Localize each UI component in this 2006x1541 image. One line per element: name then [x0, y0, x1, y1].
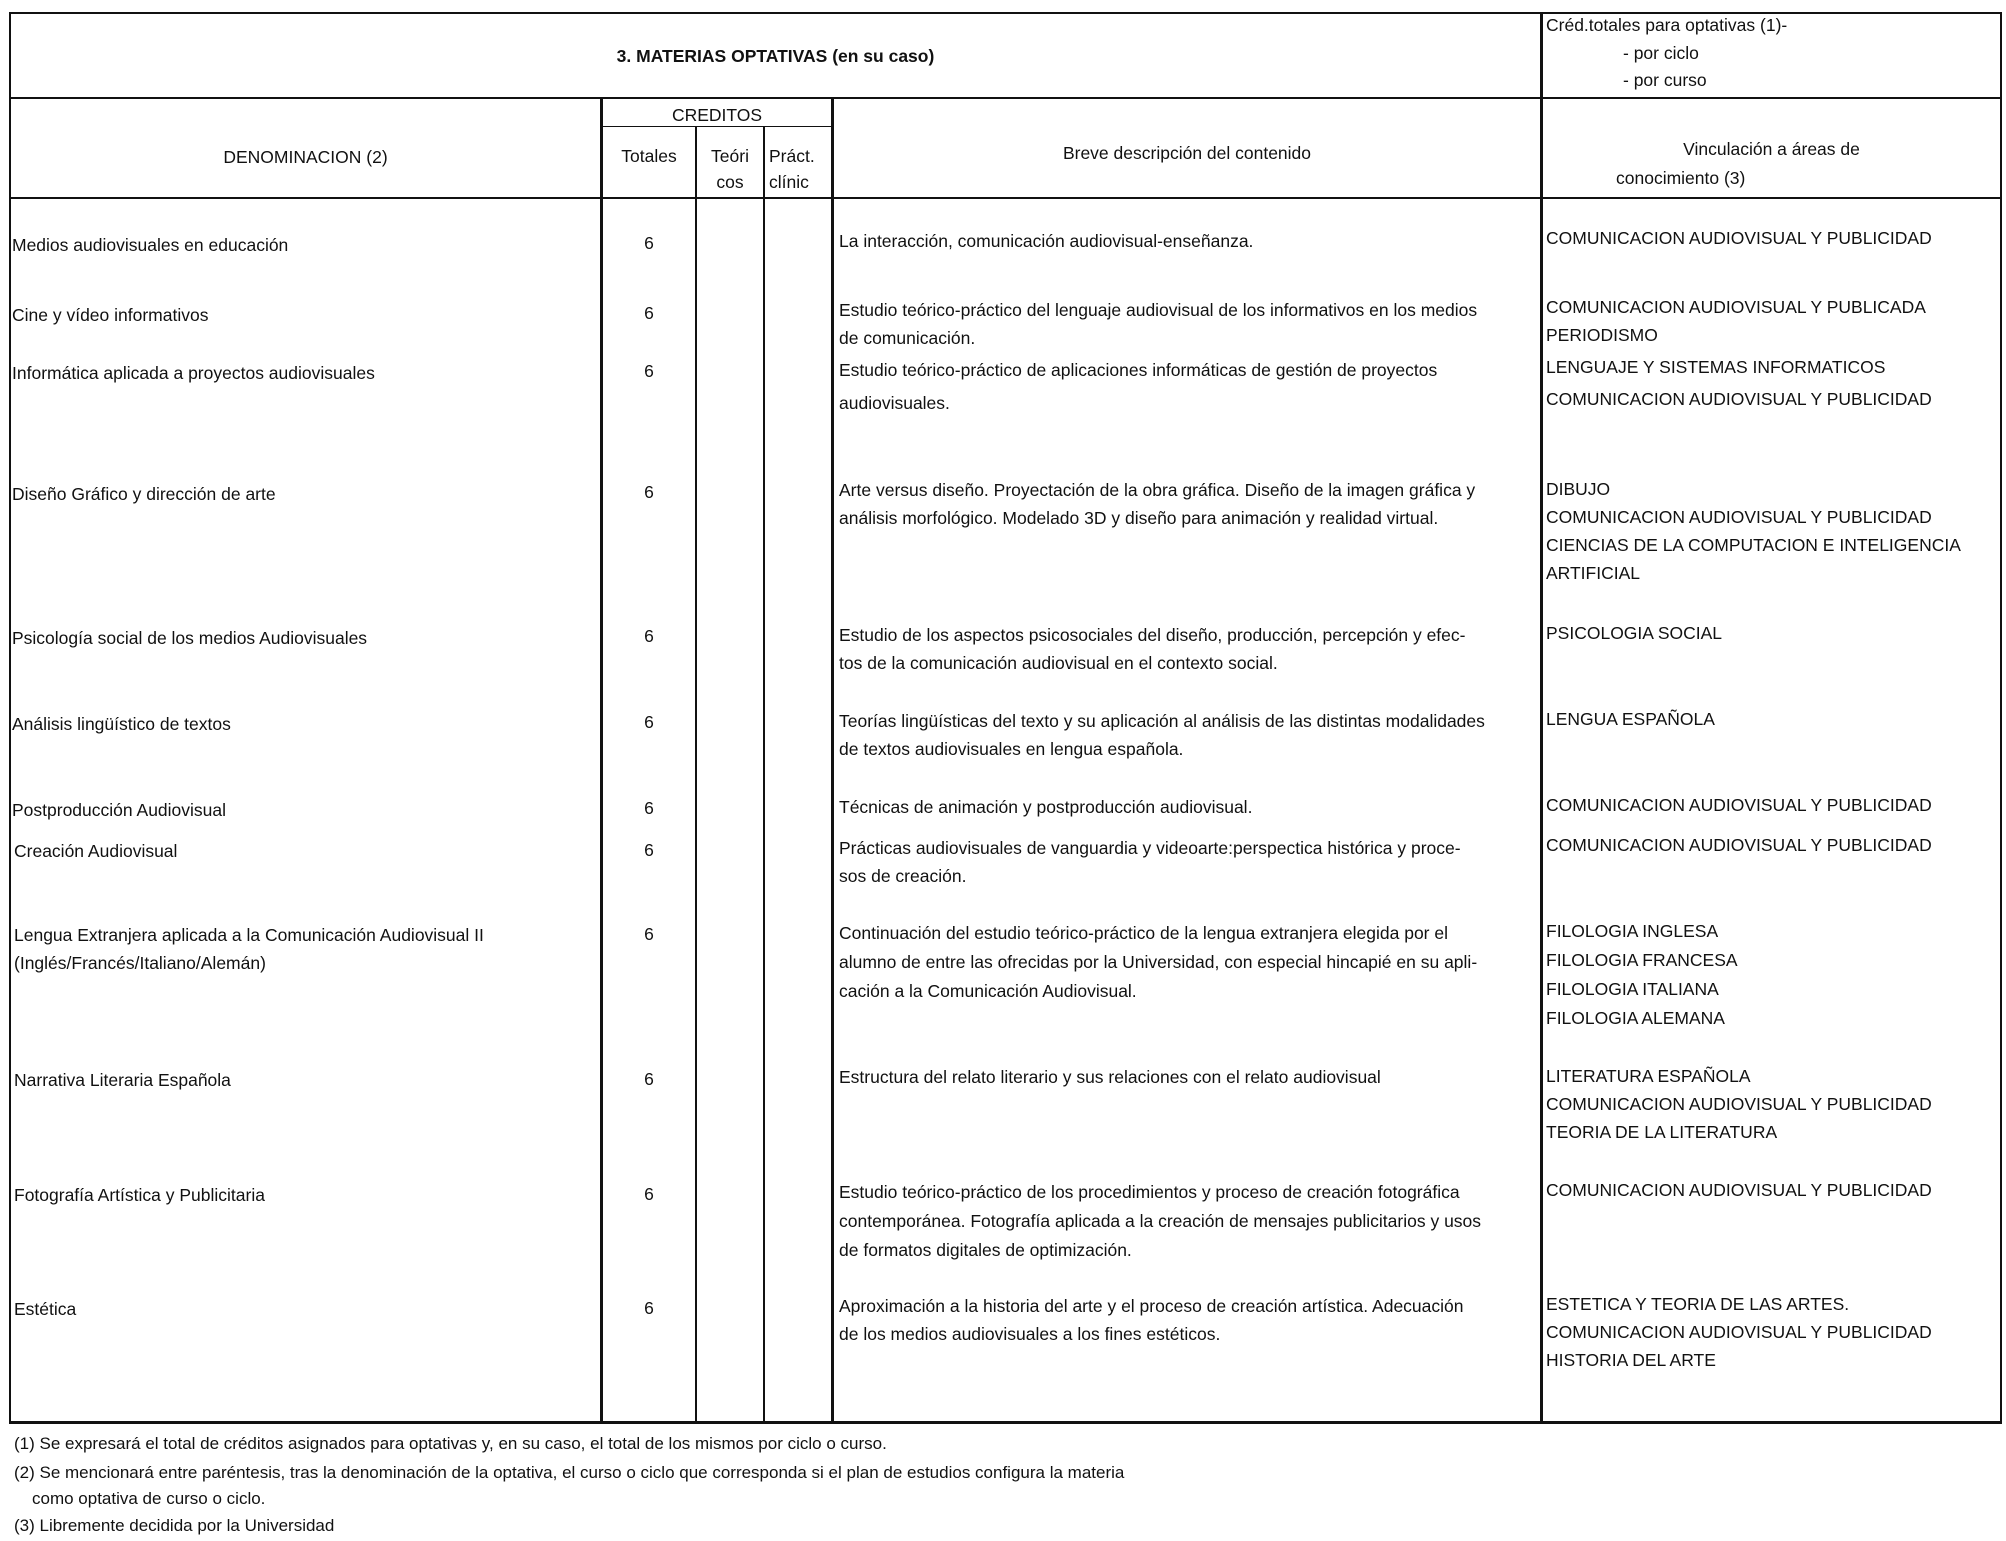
row-description: Prácticas audiovisuales de vanguardia y videoarte:perspectica histórica y proce- sos de creación. — [839, 838, 1461, 886]
row-areas: DIBUJO COMUNICACION AUDIOVISUAL Y PUBLICIDAD CIENCIAS DE LA COMPUTACION E INTELIGENCIA ARTIFICIAL — [1546, 479, 1961, 583]
row-description: Arte versus diseño. Proyectación de la obra gráfica. Diseño de la imagen gráfica y análisis morfológico. Modelado 3D y diseño para animación y realidad virtual. — [839, 480, 1476, 528]
col-divider-denominacion — [600, 99, 603, 1424]
credit-totals-curso: - por curso — [1623, 70, 1707, 90]
row-description: La interacción, comunicación audiovisual-enseñanza. — [839, 231, 1254, 251]
row-name: Creación Audiovisual — [14, 841, 178, 861]
row-description: Estructura del relato literario y sus relaciones con el relato audiovisual — [839, 1067, 1381, 1087]
col-header-practicos-1: Práct. — [769, 146, 815, 166]
title-separator — [9, 97, 2002, 99]
col-header-denominacion: DENOMINACION (2) — [223, 147, 388, 167]
row-totales: 6 — [644, 924, 654, 944]
col-divider-practicos — [831, 99, 834, 1424]
col-header-vinculacion-1: Vinculación a áreas de — [1683, 139, 1860, 159]
row-name: Fotografía Artística y Publicitaria — [14, 1185, 265, 1205]
footnote-2: (2) Se mencionará entre paréntesis, tras la denominación de la optativa, el curso o ciclo que corresponda si el plan de estudios configura la materia — [14, 1463, 1125, 1482]
row-areas: COMUNICACION AUDIOVISUAL Y PUBLICIDAD — [1546, 228, 1932, 248]
col-header-practicos-2: clínic — [769, 172, 809, 192]
row-totales: 6 — [644, 233, 654, 253]
row-description: Estudio teórico-práctico de aplicaciones informáticas de gestión de proyectos audiovisuales. — [839, 360, 1438, 413]
row-totales: 6 — [644, 1184, 654, 1204]
row-totales: 6 — [644, 361, 654, 381]
row-areas: LENGUAJE Y SISTEMAS INFORMATICOS COMUNICACION AUDIOVISUAL Y PUBLICIDAD — [1546, 357, 1932, 409]
row-areas: FILOLOGIA INGLESA FILOLOGIA FRANCESA FILOLOGIA ITALIANA FILOLOGIA ALEMANA — [1546, 921, 1738, 1028]
row-totales: 6 — [644, 712, 654, 732]
row-areas: COMUNICACION AUDIOVISUAL Y PUBLICADA PERIODISMO — [1546, 297, 1926, 345]
col-divider-teoricos — [763, 126, 765, 1424]
footnote-3: (3) Libremente decidida por la Universidad — [14, 1516, 335, 1535]
col-header-creditos: CREDITOS — [671, 105, 763, 125]
credit-totals-ciclo: - por ciclo — [1623, 43, 1699, 63]
row-description: Estudio de los aspectos psicosociales del diseño, producción, percepción y efec- tos de la comunicación audiovisual en el contexto social. — [839, 625, 1466, 673]
row-totales: 6 — [644, 482, 654, 502]
row-name: Cine y vídeo informativos — [12, 305, 209, 325]
row-totales: 6 — [644, 840, 654, 860]
row-totales: 6 — [644, 798, 654, 818]
row-description: Teorías lingüísticas del texto y su aplicación al análisis de las distintas modalidades de textos audiovisuales en lengua española. — [839, 711, 1485, 759]
row-name: Medios audiovisuales en educación — [12, 235, 289, 255]
header-separator — [9, 197, 2002, 199]
row-description: Estudio teórico-práctico del lenguaje audiovisual de los informativos en los medios de comunicación. — [839, 300, 1478, 348]
table-border-right — [2000, 12, 2002, 1424]
row-areas: LENGUA ESPAÑOLA — [1546, 709, 1715, 729]
row-name: Análisis lingüístico de textos — [12, 714, 231, 734]
row-name: Informática aplicada a proyectos audiovisuales — [12, 363, 375, 383]
row-totales: 6 — [644, 303, 654, 323]
row-description: Aproximación a la historia del arte y el proceso de creación artística. Adecuación de los medios audiovisuales a los fines estéticos. — [839, 1296, 1464, 1344]
footnote-1: (1) Se expresará el total de créditos asignados para optativas y, en su caso, el total de los mismos por ciclo o curso. — [14, 1434, 887, 1453]
row-description: Técnicas de animación y postproducción audiovisual. — [839, 797, 1253, 817]
row-areas: LITERATURA ESPAÑOLA COMUNICACION AUDIOVISUAL Y PUBLICIDAD TEORIA DE LA LITERATURA — [1546, 1066, 1932, 1142]
table-border-bottom — [9, 1421, 2002, 1424]
row-name: Lengua Extranjera aplicada a la Comunicación Audiovisual II (Inglés/Francés/Italiano/Alemán) — [14, 925, 484, 973]
row-name: Diseño Gráfico y dirección de arte — [12, 484, 276, 504]
row-totales: 6 — [644, 1069, 654, 1089]
row-name: Psicología social de los medios Audiovisuales — [12, 628, 368, 648]
col-divider-totales — [695, 126, 697, 1424]
row-areas: PSICOLOGIA SOCIAL — [1546, 623, 1723, 643]
col-header-teoricos-1: Teóri — [711, 146, 749, 166]
footnote-2-continued: como optativa de curso o ciclo. — [32, 1489, 266, 1508]
row-description: Continuación del estudio teórico-práctico de la lengua extranjera elegida por el alumno de entre las ofrecidas por la Universidad, con especial hincapié en su apli- cación a la Comunicación Audiovisual. — [839, 923, 1478, 1001]
row-areas: COMUNICACION AUDIOVISUAL Y PUBLICIDAD — [1546, 1180, 1932, 1200]
row-areas: COMUNICACION AUDIOVISUAL Y PUBLICIDAD — [1546, 835, 1932, 855]
creditos-underline — [600, 126, 833, 127]
row-totales: 6 — [644, 1298, 654, 1318]
row-areas: ESTETICA Y TEORIA DE LAS ARTES. COMUNICACION AUDIOVISUAL Y PUBLICIDAD HISTORIA DEL ARTE — [1546, 1294, 1932, 1370]
col-header-vinculacion-2: conocimiento (3) — [1616, 168, 1746, 188]
table-border-left — [9, 12, 11, 1424]
credit-totals-label: Créd.totales para optativas (1)- — [1546, 15, 1788, 35]
col-header-teoricos-2: cos — [716, 172, 744, 192]
row-name: Postproducción Audiovisual — [12, 800, 227, 820]
col-header-totales: Totales — [621, 146, 677, 166]
row-totales: 6 — [644, 626, 654, 646]
col-divider-descripcion — [1540, 12, 1543, 1424]
row-name: Estética — [14, 1299, 77, 1319]
page-title: 3. MATERIAS OPTATIVAS (en su caso) — [616, 46, 935, 66]
row-areas: COMUNICACION AUDIOVISUAL Y PUBLICIDAD — [1546, 795, 1932, 815]
row-name: Narrativa Literaria Española — [14, 1070, 231, 1090]
row-description: Estudio teórico-práctico de los procedimientos y proceso de creación fotográfica contemporánea. Fotografía aplicada a la creación de mensajes publicitarios y usos de formatos digitales de optimización. — [839, 1182, 1482, 1260]
col-header-descripcion: Breve descripción del contenido — [1062, 143, 1312, 163]
